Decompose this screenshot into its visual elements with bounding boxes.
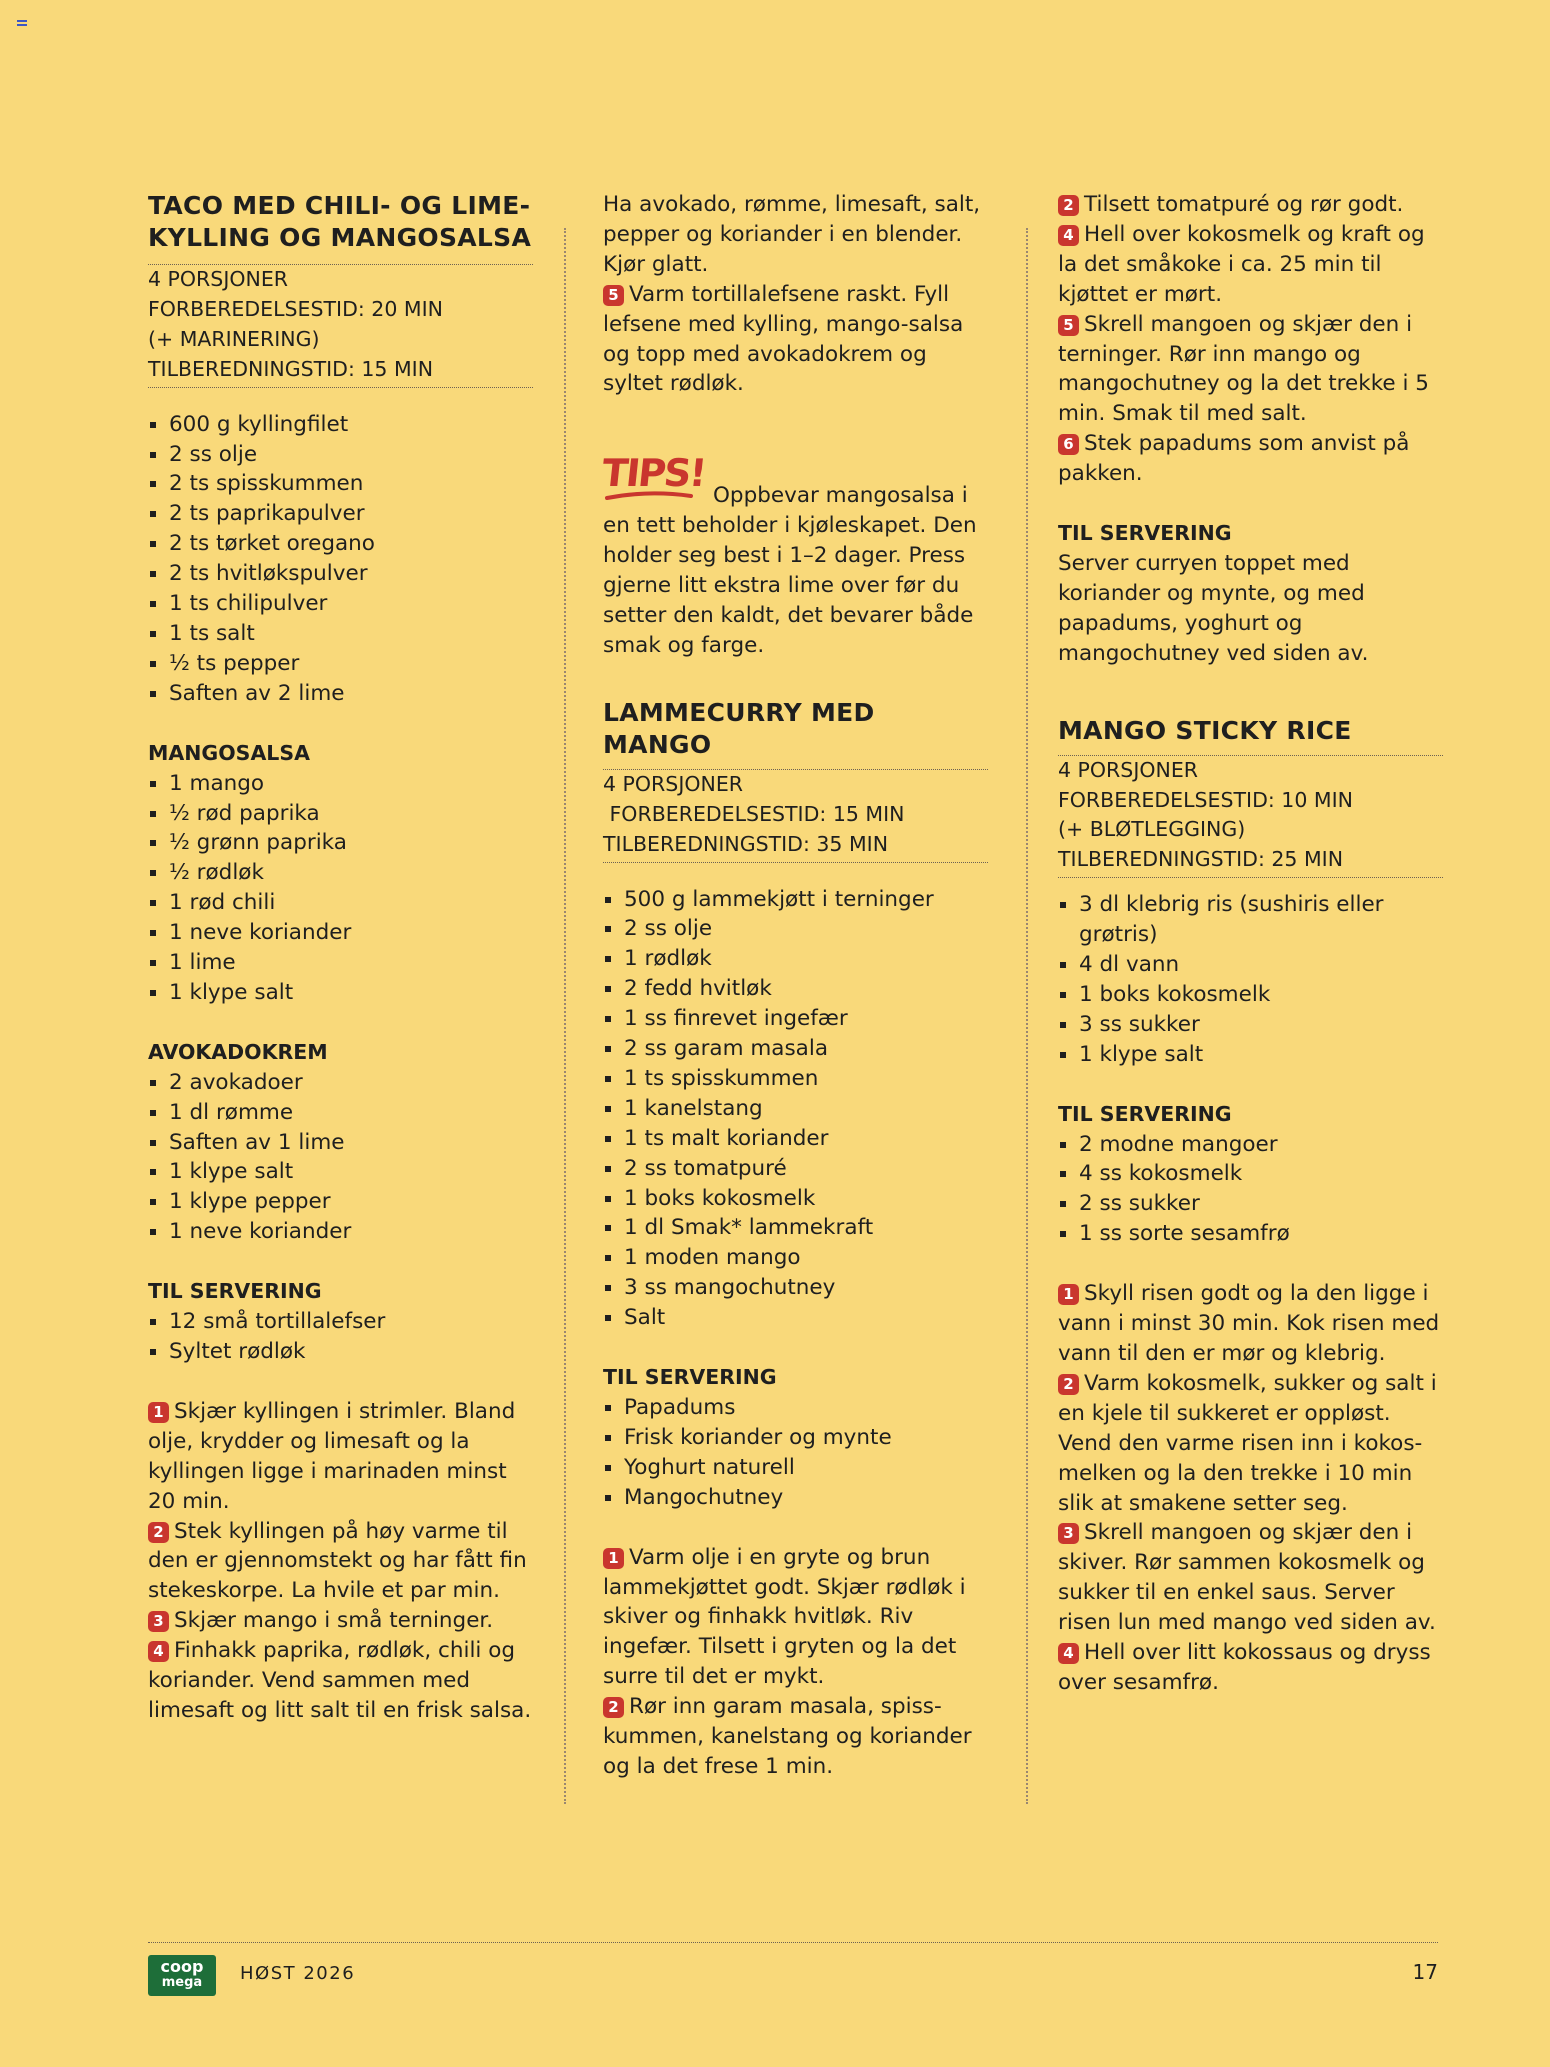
- list-item: 1 lime: [148, 948, 533, 978]
- season-label: HØST 2026: [240, 1963, 356, 1984]
- list-item: 3 ss mangochutney: [603, 1273, 988, 1303]
- method-step: [603, 280, 988, 400]
- list-item: 2 ts spisskummen: [148, 469, 533, 499]
- list-item: 2 ss tomatpuré: [603, 1154, 988, 1184]
- list-item: 2 avokadoer: [148, 1068, 533, 1098]
- portions: 4 PORSJONER: [148, 267, 289, 291]
- list-item: 2 ts tørket oregano: [148, 529, 533, 559]
- cook-time: TILBEREDNINGSTID: 25 MIN: [1058, 847, 1344, 872]
- logo-text: coop: [160, 1957, 204, 1976]
- list-item: 1 neve koriander: [148, 1217, 533, 1247]
- step-number-badge: 3: [1058, 1523, 1079, 1544]
- list-item: ½ rød paprika: [148, 799, 533, 829]
- method-step: [1058, 1518, 1443, 1638]
- recipe-meta: [603, 769, 988, 863]
- list-item: 2 modne mangoer: [1058, 1130, 1443, 1160]
- recipe-title: TACO MED CHILI- OG LIME-KYLLING OG MANGOSALSA: [148, 191, 532, 252]
- step-text: Finhakk paprika, rødløk, chili og koriander. Vend sammen med limesaft og litt salt til en frisk salsa.: [148, 1638, 532, 1723]
- coop-mega-logo: [148, 1955, 216, 1996]
- step-number-badge: 1: [1058, 1284, 1079, 1305]
- list-item: 4 ss kokosmelk: [1058, 1159, 1443, 1189]
- list-item: Syltet rødløk: [148, 1337, 533, 1367]
- section-heading: AVOKADOKREM: [148, 1039, 328, 1064]
- step-text: Varm tortillalefsene raskt. Fyll lefsene med kylling, mango-salsa og topp med avokadokrem og syltet rødløk.: [603, 281, 964, 397]
- recipe-title: LAMMECURRY MED MANGO: [603, 697, 875, 759]
- list-item: 2 ts paprikapulver: [148, 499, 533, 529]
- prep-note: (+ MARINERING): [148, 326, 320, 351]
- step-number-badge: 2: [603, 1697, 624, 1718]
- list-item: 1 kanelstang: [603, 1094, 988, 1124]
- method-step: [1058, 1369, 1443, 1519]
- column-divider: [564, 228, 566, 1804]
- serving-list: [603, 1393, 988, 1513]
- serving-text: Server curryen toppet med koriander og mynte, og med papadums, yoghurt og mangochutney ved siden av.: [1058, 550, 1369, 666]
- list-item: 1 dl Smak* lammekraft: [603, 1213, 988, 1243]
- list-item: ½ rødløk: [148, 858, 533, 888]
- list-item: 1 rød chili: [148, 888, 533, 918]
- column-2: [599, 190, 988, 1782]
- ingredient-list: [148, 410, 533, 709]
- list-item: Yoghurt naturell: [603, 1453, 988, 1483]
- list-item: 3 dl klebrig ris (sushiris eller grøtris): [1058, 890, 1443, 950]
- step-number-badge: 2: [1058, 1374, 1079, 1395]
- step-number-badge: 2: [148, 1522, 169, 1543]
- step-number-badge: 1: [603, 1548, 624, 1569]
- step-text: Hell over litt kokossaus og dryss over sesamfrø.: [1058, 1640, 1431, 1695]
- method-step-continued: Ha avokado, rømme, limesaft, salt, pepper og koriander i en blender. Kjør glatt.: [603, 192, 981, 277]
- list-item: 1 ss finrevet ingefær: [603, 1004, 988, 1034]
- list-item: 1 ts spisskummen: [603, 1064, 988, 1094]
- list-item: ½ grønn paprika: [148, 828, 533, 858]
- step-text: Rør inn garam masala, spiss-kummen, kanelstang og koriander og la det frese 1 min.: [603, 1694, 972, 1779]
- tips-logo: [599, 446, 708, 508]
- list-item: Salt: [603, 1303, 988, 1333]
- ingredient-list: [148, 1068, 533, 1247]
- list-item: 1 rødløk: [603, 944, 988, 974]
- step-text: Skjær kyllingen i strimler. Bland olje, krydder og limesaft og la kyllingen ligge i marinaden minst 20 min.: [148, 1398, 516, 1514]
- list-item: 1 neve koriander: [148, 918, 533, 948]
- method-step: [603, 1692, 988, 1782]
- list-item: 1 moden mango: [603, 1243, 988, 1273]
- portions: 4 PORSJONER: [1058, 757, 1199, 782]
- column-3: [1058, 190, 1443, 1698]
- prep-time: FORBEREDELSESTID: 15 MIN: [603, 801, 905, 826]
- method-step: [1058, 190, 1443, 220]
- list-item: 3 ss sukker: [1058, 1010, 1443, 1040]
- step-text: Tilsett tomatpuré og rør godt.: [1084, 192, 1404, 217]
- menu-icon[interactable]: [17, 20, 27, 27]
- list-item: 4 dl vann: [1058, 950, 1443, 980]
- step-text: Skyll risen godt og la den ligge i vann i minst 30 min. Kok risen med vann til den er mør og klebrig.: [1058, 1281, 1440, 1366]
- method-step: [148, 1636, 533, 1726]
- step-number-badge: 2: [1058, 195, 1079, 216]
- list-item: 1 ts salt: [148, 619, 533, 649]
- method-step: [603, 1543, 988, 1693]
- step-text: Varm olje i en gryte og brun lammekjøttet godt. Skjær rødløk i skiver og finhakk hvitløk. Riv ingefær. Tilsett i gryten og la det surre til det er mykt.: [603, 1544, 966, 1690]
- list-item: 2 ss garam masala: [603, 1034, 988, 1064]
- ingredient-list: [1058, 890, 1443, 1069]
- list-item: Saften av 2 lime: [148, 679, 533, 709]
- section-heading: TIL SERVERING: [148, 1279, 322, 1304]
- column-divider: [1026, 228, 1028, 1804]
- list-item: 2 ss sukker: [1058, 1189, 1443, 1219]
- section-heading: MANGOSALSA: [148, 740, 310, 765]
- recipe-meta: [1058, 755, 1443, 879]
- step-number-badge: 1: [148, 1402, 169, 1423]
- method-step: [148, 1517, 533, 1607]
- list-item: 1 klype salt: [1058, 1040, 1443, 1070]
- section-heading: TIL SERVERING: [1058, 521, 1232, 546]
- step-text: Stek kyllingen på høy varme til den er gjennomstekt og har fått fin stekeskorpe. La hvile et par min.: [148, 1518, 527, 1604]
- step-text: Skrell mangoen og skjær den i terninger. Rør inn mango og mangochutney og la det trekke i 5 min. Smak til med salt.: [1058, 311, 1429, 427]
- portions: 4 PORSJONER: [603, 771, 744, 796]
- list-item: Mangochutney: [603, 1483, 988, 1513]
- list-item: 1 ts malt koriander: [603, 1124, 988, 1154]
- list-item: 1 mango: [148, 769, 533, 799]
- list-item: Frisk koriander og mynte: [603, 1423, 988, 1453]
- list-item: 1 klype salt: [148, 1157, 533, 1187]
- list-item: 1 boks kokosmelk: [1058, 980, 1443, 1010]
- ingredient-list: [148, 769, 533, 1008]
- step-number-badge: 6: [1058, 434, 1079, 455]
- step-text: Skjær mango i små terninger.: [174, 1608, 494, 1634]
- list-item: ½ ts pepper: [148, 649, 533, 679]
- step-text: Skrell mangoen og skjær den i skiver. Rør sammen kokosmelk og sukker til en enkel saus. Server risen lun med mango ved siden av.: [1058, 1520, 1436, 1636]
- footer-divider: [148, 1942, 1438, 1943]
- list-item: 2 ss olje: [603, 914, 988, 944]
- list-item: 1 klype salt: [148, 978, 533, 1008]
- list-item: 1 dl rømme: [148, 1098, 533, 1128]
- list-item: 2 fedd hvitløk: [603, 974, 988, 1004]
- method-step: [1058, 1279, 1443, 1369]
- step-number-badge: 4: [148, 1641, 169, 1662]
- recipe-meta: [148, 264, 533, 388]
- step-text: Stek papadums som anvist på pakken.: [1058, 431, 1410, 487]
- prep-time: FORBEREDELSESTID: 20 MIN: [148, 296, 443, 321]
- step-number-badge: 4: [1058, 1643, 1079, 1664]
- tips-box: [599, 449, 988, 660]
- method-step: [1058, 1638, 1443, 1698]
- list-item: 2 ts hvitløkspulver: [148, 559, 533, 589]
- list-item: 1 boks kokosmelk: [603, 1184, 988, 1214]
- column-1: [148, 190, 533, 1726]
- method-step: [1058, 429, 1443, 489]
- list-item: Papadums: [603, 1393, 988, 1423]
- logo-text: mega: [161, 1975, 203, 1990]
- prep-time: FORBEREDELSESTID: 10 MIN: [1058, 787, 1353, 812]
- step-number-badge: 5: [603, 285, 624, 306]
- tips-text: Oppbevar mangosalsa i en tett beholder i kjøleskapet. Den holder seg best i 1–2 dager. Press gjerne litt ekstra lime over før du setter den kaldt, det bevarer både smak og farge.: [603, 483, 977, 658]
- method-step: [148, 1606, 533, 1636]
- list-item: Saften av 1 lime: [148, 1128, 533, 1158]
- list-item: 1 ts chilipulver: [148, 589, 533, 619]
- serving-list: [148, 1307, 533, 1367]
- list-item: 500 g lammekjøtt i terninger: [603, 885, 988, 915]
- prep-note: (+ BLØTLEGGING): [1058, 817, 1246, 842]
- cook-time: TILBEREDNINGSTID: 35 MIN: [603, 831, 889, 856]
- step-number-badge: 3: [148, 1611, 169, 1632]
- section-heading: TIL SERVERING: [1058, 1101, 1232, 1126]
- method-step: [1058, 220, 1443, 310]
- svg-text:TIPS!: TIPS!: [599, 451, 708, 496]
- step-text: Varm kokosmelk, sukker og salt i en kjele til sukkeret er oppløst. Vend den varme risen inn i kokos-melken og la den trekke i 10 min slik at smakene setter seg.: [1058, 1370, 1437, 1516]
- ingredient-list: [603, 885, 988, 1334]
- step-number-badge: 4: [1058, 225, 1079, 246]
- serving-list: [1058, 1130, 1443, 1250]
- list-item: 600 g kyllingfilet: [148, 410, 533, 440]
- step-text: Hell over kokosmelk og kraft og la det småkoke i ca. 25 min til kjøttet er mørt.: [1058, 221, 1425, 307]
- recipe-title: MANGO STICKY RICE: [1058, 715, 1352, 745]
- list-item: 12 små tortillalefser: [148, 1307, 533, 1337]
- step-number-badge: 5: [1058, 315, 1079, 336]
- list-item: 2 ss olje: [148, 440, 533, 470]
- list-item: 1 ss sorte sesamfrø: [1058, 1219, 1443, 1249]
- cook-time: TILBEREDNINGSTID: 15 MIN: [148, 356, 434, 381]
- list-item: 1 klype pepper: [148, 1187, 533, 1217]
- section-heading: TIL SERVERING: [603, 1365, 777, 1390]
- page-number: 17: [1412, 1960, 1438, 1984]
- method-step: [1058, 310, 1443, 430]
- method-step: [148, 1397, 533, 1517]
